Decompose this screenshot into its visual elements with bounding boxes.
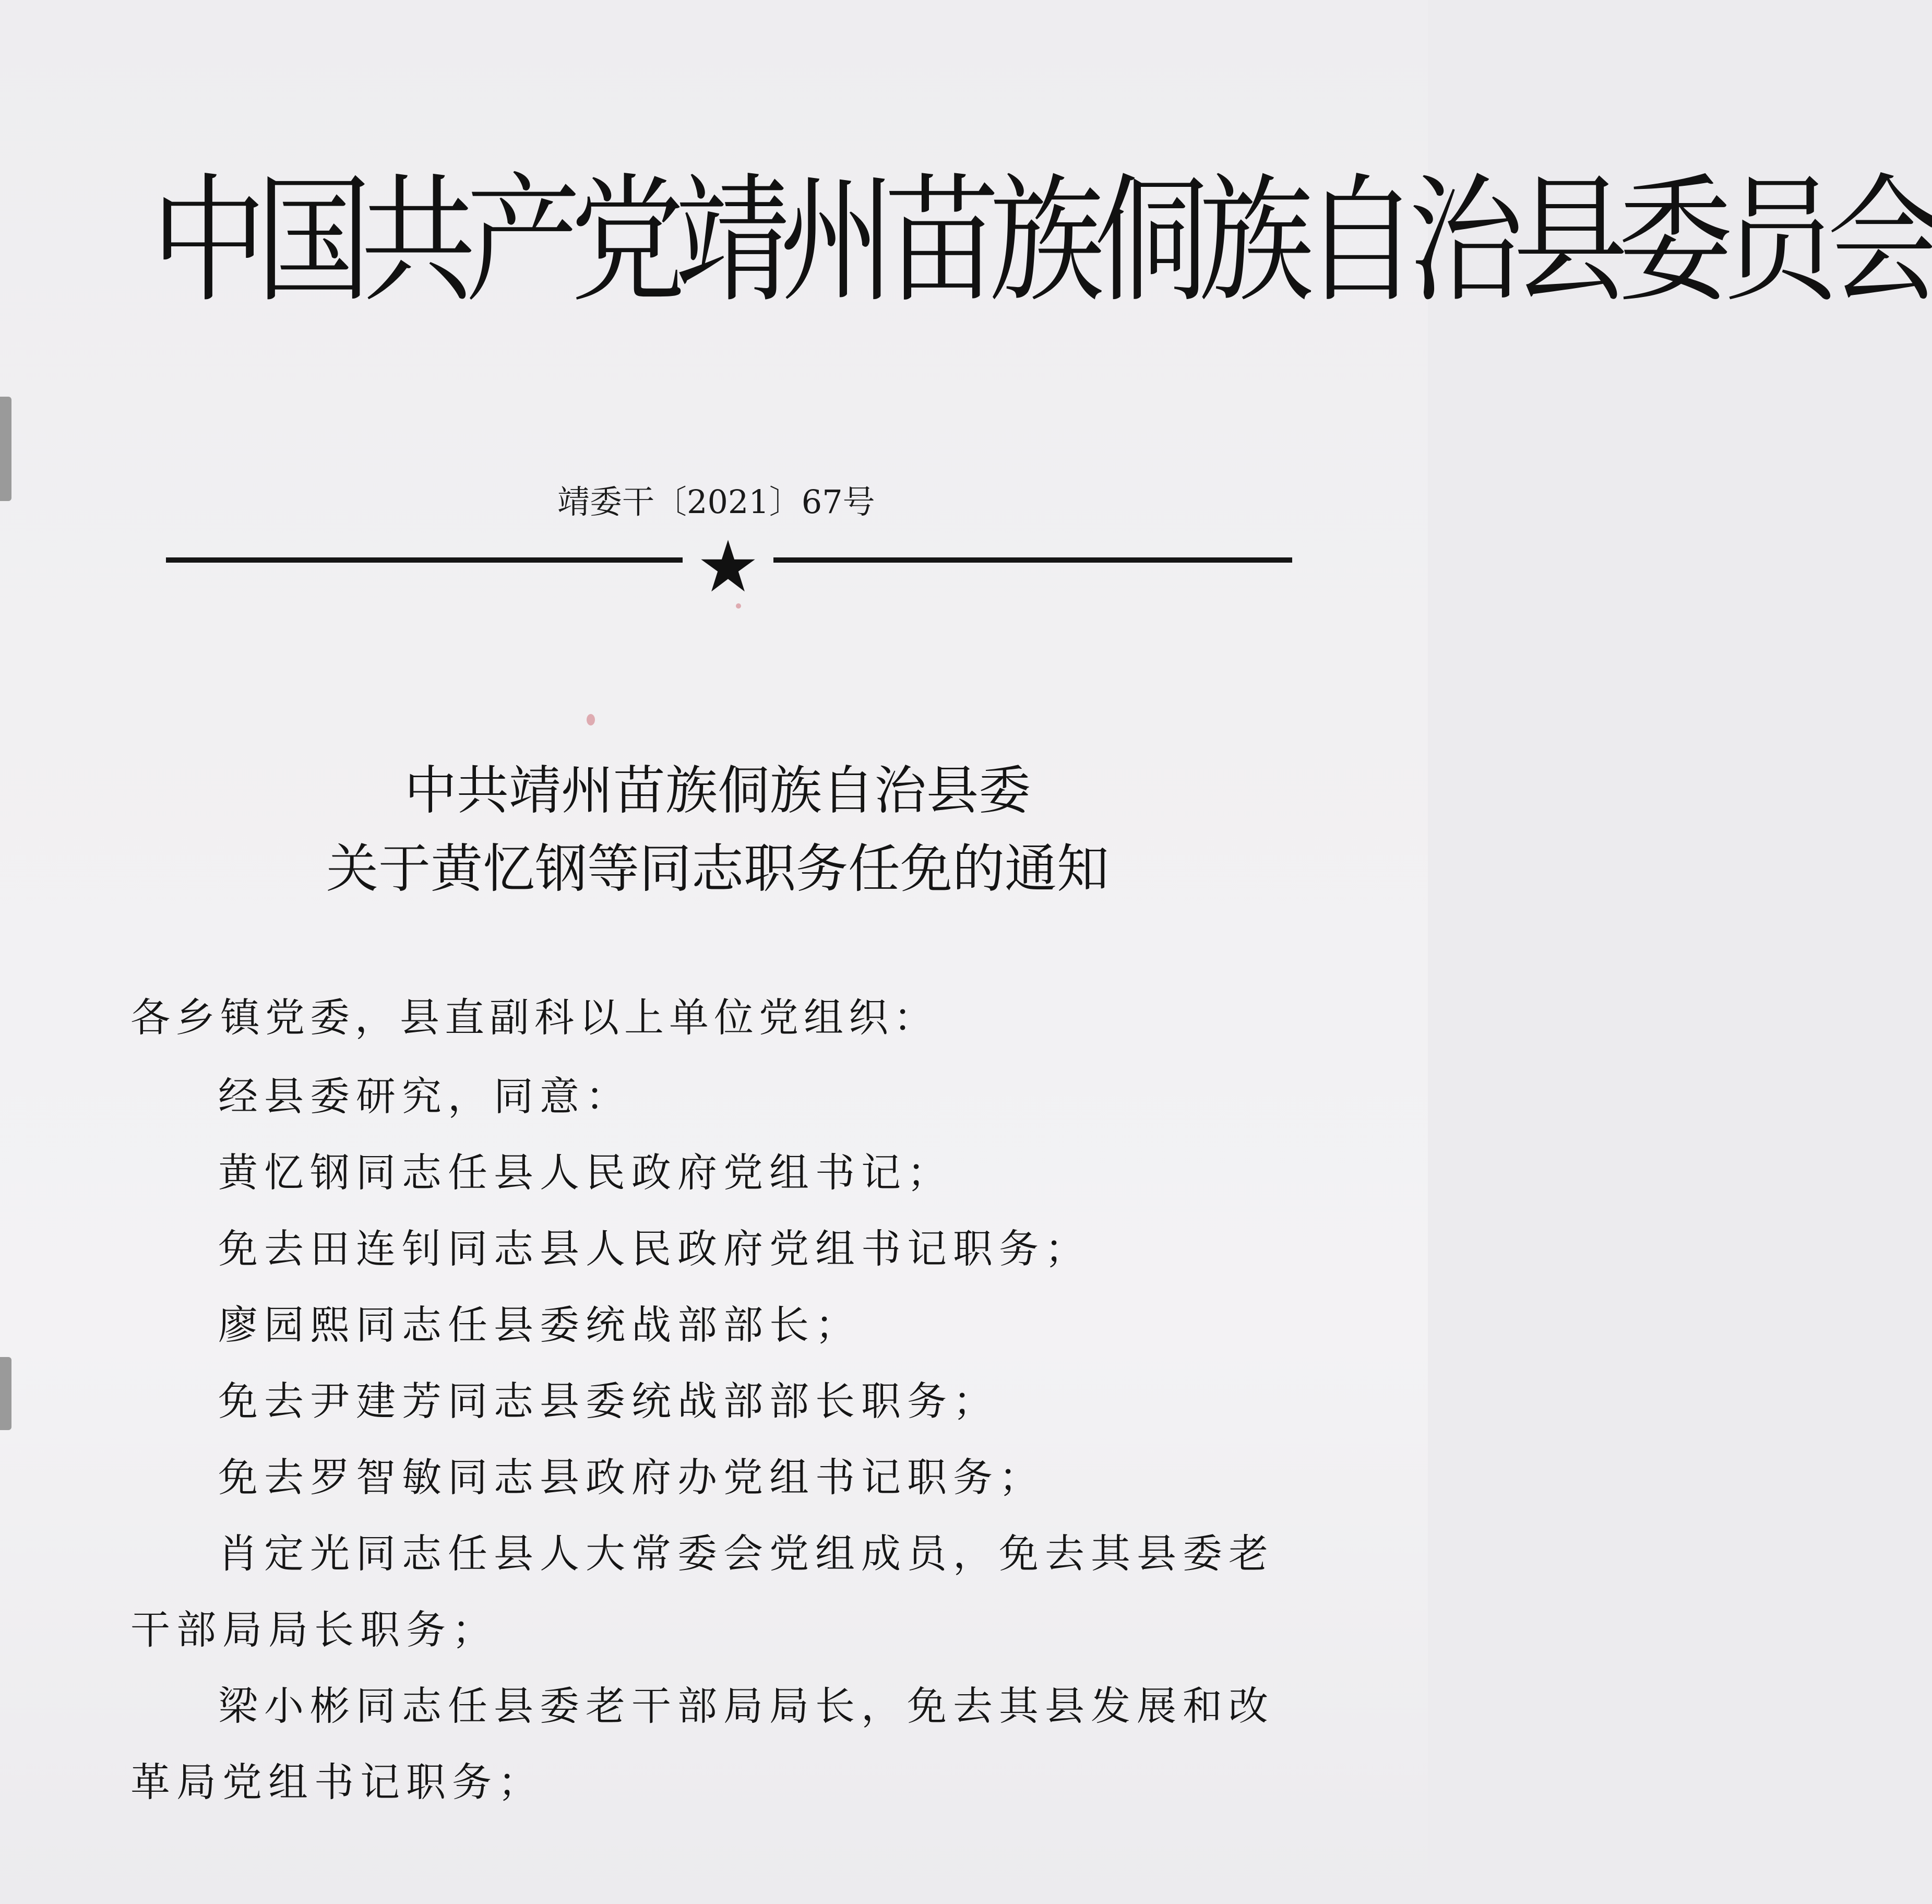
addressee-line: 各乡镇党委，县直副科以上单位党组织： xyxy=(130,994,938,1041)
body-paragraph: 免去尹建芳同志县委统战部部长职务； xyxy=(218,1378,999,1424)
binder-clip-mark-bottom xyxy=(0,1357,11,1430)
body-paragraph: 经县委研究，同意： xyxy=(218,1073,631,1120)
document-title-line-2: 关于黄忆钢等同志职务任免的通知 xyxy=(326,838,1109,899)
body-paragraph: 肖定光同志任县人大常委会党组成员，免去其县委老干部局局长职务； xyxy=(130,1530,1274,1653)
document-title-line-1: 中共靖州苗族侗族自治县委 xyxy=(404,760,1031,821)
body-paragraph: 免去田连钊同志县人民政府党组书记职务； xyxy=(218,1225,1091,1272)
body-paragraph: 免去罗智敏同志县政府办党组书记职务； xyxy=(218,1454,1045,1501)
document-number: 靖委干〔2021〕67号 xyxy=(557,483,875,521)
issuer-header: 中国共产党靖州苗族侗族自治县委员会 xyxy=(151,160,1932,322)
star-icon xyxy=(699,538,757,595)
seal-ink-speck xyxy=(587,714,595,725)
seal-ink-speck xyxy=(736,603,741,609)
separator-rule-right xyxy=(773,557,1292,563)
separator-rule-left xyxy=(166,557,683,563)
body-paragraph: 梁小彬同志任县委老干部局局长，免去其县发展和改革局党组书记职务； xyxy=(130,1683,1274,1805)
body-paragraph: 黄忆钢同志任县人民政府党组书记； xyxy=(218,1149,953,1196)
body-paragraph: 廖园熙同志任县委统战部部长； xyxy=(218,1302,861,1348)
notice-body xyxy=(130,1058,1305,1820)
binder-clip-mark-top xyxy=(0,397,11,501)
